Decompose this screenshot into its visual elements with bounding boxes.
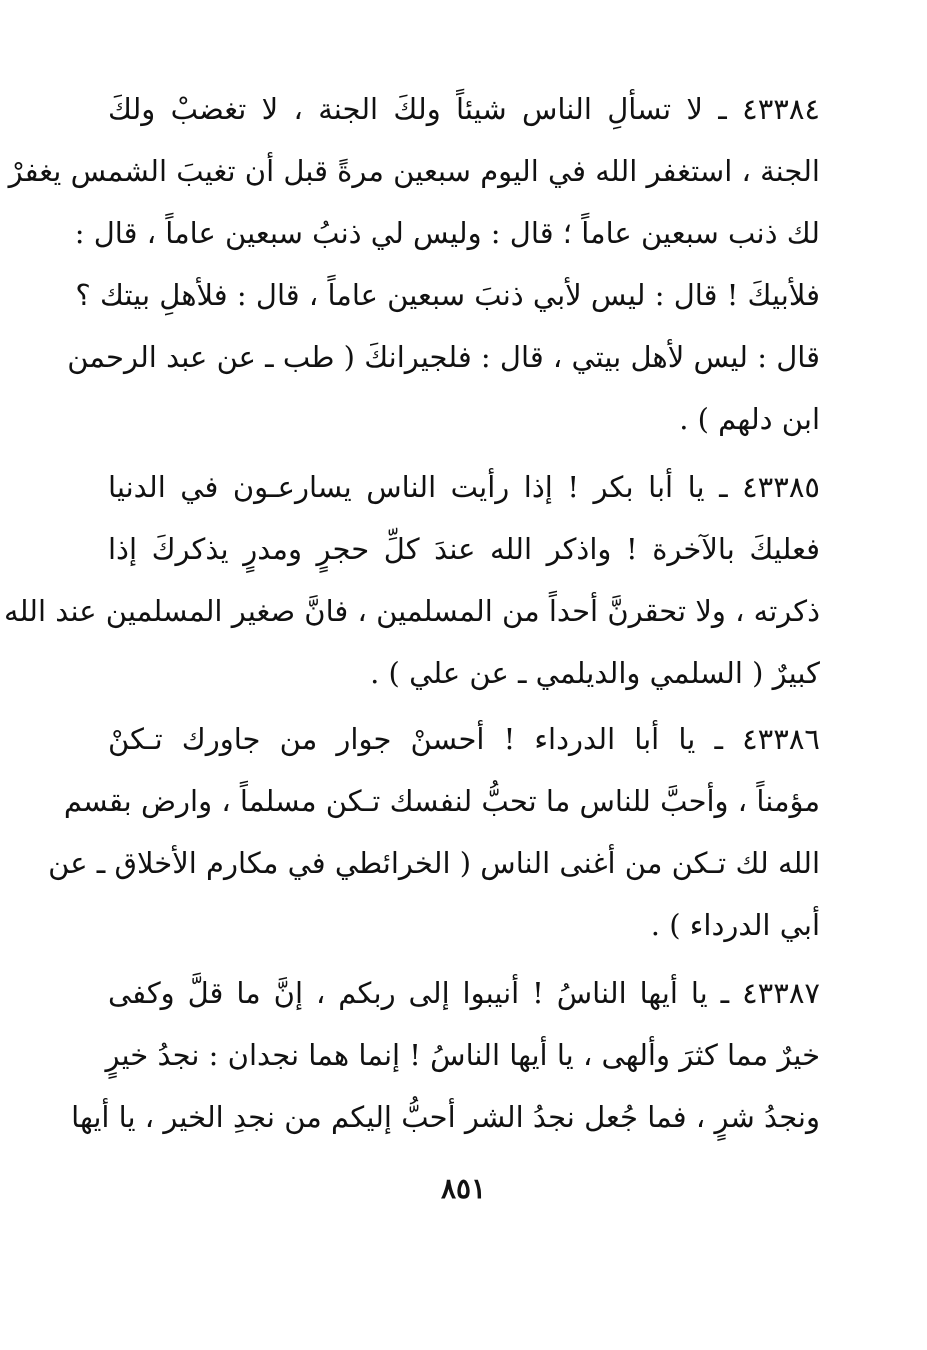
hadith-entry-43385 [4, 456, 820, 704]
entry-line: أبي الدرداء ) . [650, 908, 820, 942]
entry-line: الجنة ، استغفر الله في اليوم سبعين مرةً قبل أن تغيبَ الشمس يغفرْ [8, 154, 820, 188]
hadith-entries [4, 78, 821, 1148]
entry-line: لك ذنب سبعين عاماً ؛ قال : وليس لي ذنبُ سبعين عاماً ، قال : [74, 216, 820, 250]
entry-line: ٤٣٣٨٤ ـ لا تسألِ الناس شيئاً ولكَ الجنة ، لا تغضبْ ولكَ [108, 92, 821, 126]
entry-line: خيرٌ مما كثرَ وألهى ، يا أيها الناسُ ! إنما هما نجدان : نجدُ خيرٍ [105, 1038, 820, 1072]
hadith-entry-43384 [8, 78, 821, 450]
entry-line: ونجدُ شرٍ ، فما جُعل نجدُ الشر أحبُّ إليكم من نجدِ الخير ، يا أيها [71, 1100, 820, 1134]
entry-line: فعليكَ بالآخرة ! واذكر الله عندَ كلِّ حجرٍ ومدرٍ يذكركَ إذا [108, 532, 820, 566]
entry-line: ٤٣٣٨٧ ـ يا أيها الناسُ ! أنيبوا إلى ربكم ، إنَّ ما قلَّ وكفى [108, 976, 820, 1010]
entry-line: مؤمناً ، وأحبَّ للناس ما تحبُّ لنفسك تـكن مسلماً ، وارض بقسم [63, 784, 820, 818]
entry-line: ٤٣٣٨٥ ـ يا أبا بكر ! إذا رأيت الناس يسارعـون في الدنيا [108, 470, 820, 504]
entry-line: ٤٣٣٨٦ ـ يا أبا الدرداء ! أحسنْ جوار من جاورك تـكنْ [108, 722, 820, 756]
page-number: ٨٥١ [440, 1172, 487, 1205]
entry-line: كبيرٌ ( السلمي والديلمي ـ عن علي ) . [370, 656, 820, 690]
entry-line: قال : ليس لأهل بيتي ، قال : فلجيرانكَ ( طب ـ عن عبد الرحمن [67, 340, 820, 374]
entry-line: فلأبيكَ ! قال : ليس لأبي ذنبَ سبعين عاماً ، قال : فلأهلِ بيتك ؟ [75, 278, 820, 312]
entry-line: ابن دلهم ) . [679, 402, 820, 436]
hadith-entry-43387 [71, 962, 820, 1148]
entry-line: الله لك تـكن من أغنى الناس ( الخرائطي في مكارم الأخلاق ـ عن [48, 846, 820, 880]
entry-line: ذكرته ، ولا تحقرنَّ أحداً من المسلمين ، فانَّ صغير المسلمين عند الله [4, 594, 820, 628]
hadith-entry-43386 [48, 708, 820, 956]
